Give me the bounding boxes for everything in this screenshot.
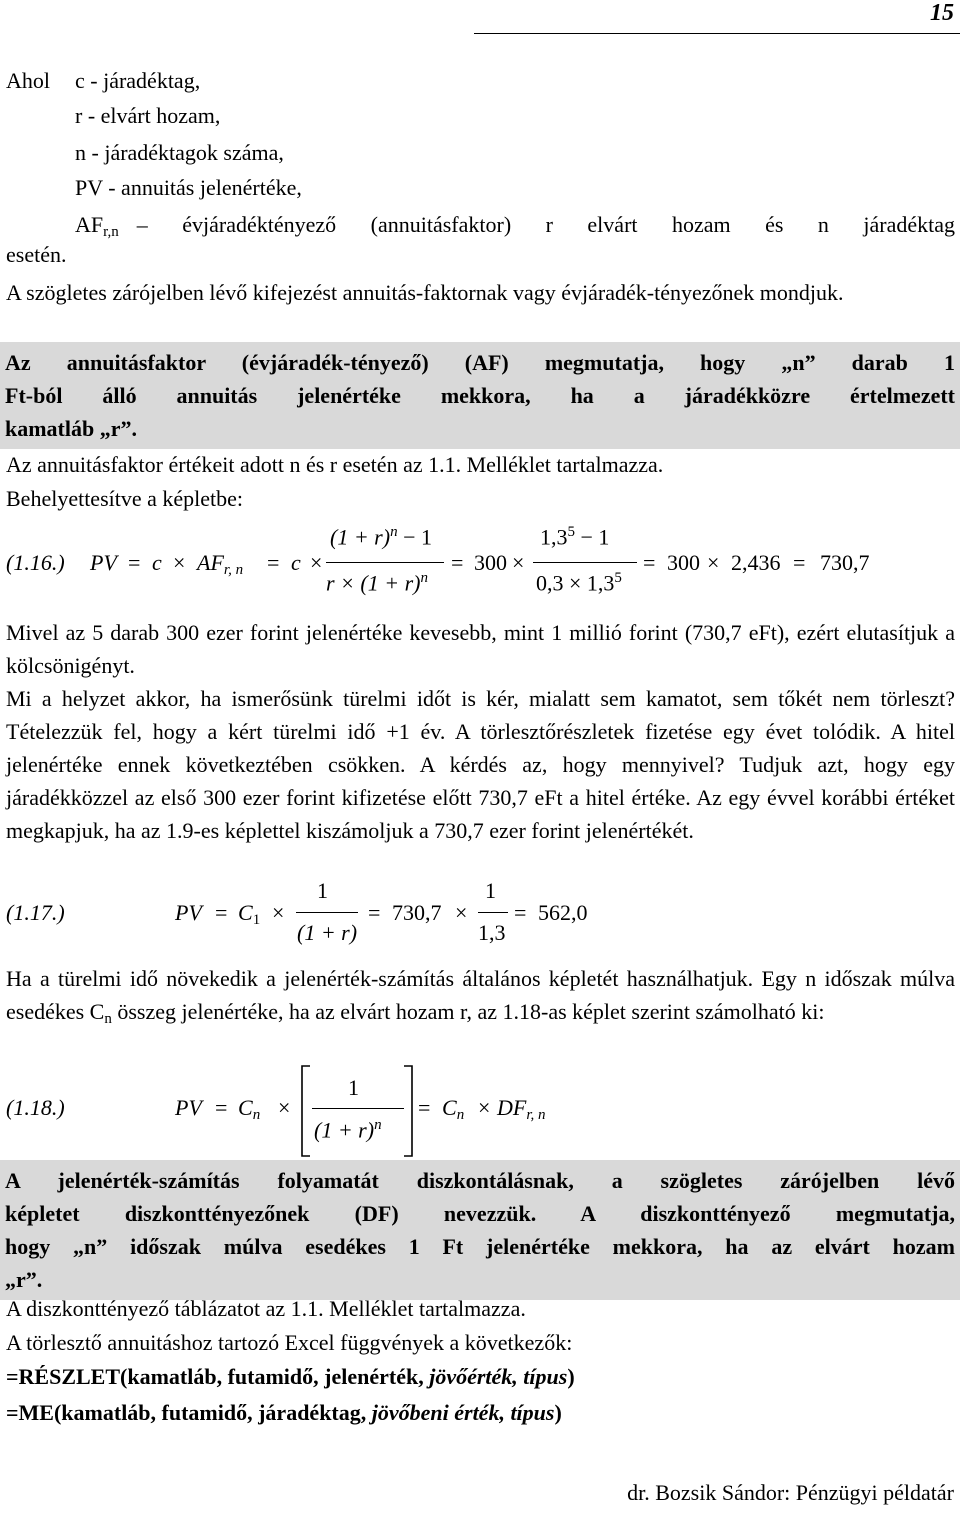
eq118-df: $DF_{r, n}$ xyxy=(497,1095,546,1123)
excel-function-reszlet: =RÉSZLET(kamatláb, futamidő, jelenérték, jövőérték, típus) xyxy=(6,1364,575,1389)
eq117-label: (1.17.) xyxy=(6,900,65,925)
def-af-text: – évjáradéktényező (annuitásfaktor) r elvárt hozam és n járadéktag xyxy=(136,212,955,237)
eq116-c-2: c xyxy=(291,550,301,575)
eq116-num1: $(1 + r)^n - 1$ xyxy=(330,524,432,550)
def-af xyxy=(75,210,955,247)
def-c: c - járadéktag, xyxy=(75,68,201,93)
eq118-times-2: × xyxy=(478,1095,491,1120)
eq116-equals-4: = xyxy=(643,550,656,575)
eq117-fraction-bar-1 xyxy=(296,912,358,913)
eq118-one: 1 xyxy=(348,1075,359,1100)
eq118-times-1: × xyxy=(278,1095,291,1120)
eq116-times-1: × xyxy=(173,550,186,575)
paragraph-rejection: Mivel az 5 darab 300 ezer forint jelenértéke kevesebb, mint 1 millió forint (730,7 eFt), ezért elutasítjuk a kölcsönigényt. xyxy=(6,620,955,678)
eq117-den-a: (1 + r) xyxy=(297,920,358,945)
eq118-cn: $C_n$ xyxy=(238,1095,261,1123)
eq117-result: 562,0 xyxy=(538,900,588,925)
eq117-fraction-bar-2 xyxy=(478,912,508,913)
eq118-equals-2: = xyxy=(418,1095,431,1120)
eq118-pv: PV xyxy=(175,1095,202,1120)
paragraph-af-table: Az annuitásfaktor értékeit adott n és r esetén az 1.1. Melléklet tartalmazza. xyxy=(6,452,664,477)
eq117-one-a: 1 xyxy=(317,878,328,903)
eq116-num2: $1,3^5 - 1$ xyxy=(540,524,610,550)
highlight2-line4: „r”. xyxy=(5,1267,43,1292)
eq116-equals-5: = xyxy=(793,550,806,575)
paragraph-grace-period: Mi a helyzet akkor, ha ismerősünk türelmi időt is kér, mialatt sem kamatot, sem tőkét nem törleszt? Tételezzük fel, hogy a kért türelmi idő +1 év. A törlesztőrészletek fizetése egy évet tolódik. A hitel jelenértéke ennek következtében csökken. A kérdés az, hogy mennyivel? Tudjuk azt, hogy egy járadékközzel az első 300 ezer forint kifizetése előtt 730,7 eFt a hitel értéke. Az egy évvel korábbi értéket megkapjuk, ha az 1.9-es képlettel kiszámoljuk a 730,7 ezer forint jelenértékét. xyxy=(6,686,955,843)
eq118-den: $(1 + r)^n$ xyxy=(314,1117,382,1143)
definitions-intro xyxy=(6,66,50,96)
highlight2-line3: hogy „n” időszak múlva esedékes 1 Ft jelenértéke mekkora, ha az elvárt hozam xyxy=(5,1234,955,1259)
eq116-times-2: × xyxy=(310,550,323,575)
eq117-equals-1: = xyxy=(215,900,228,925)
eq118-equals-1: = xyxy=(215,1095,228,1120)
eq117-equals-2: = xyxy=(368,900,381,925)
def-pv: PV - annuitás jelenértéke, xyxy=(75,175,302,200)
eq116-c: c xyxy=(152,550,162,575)
eq116-result: 730,7 xyxy=(820,550,870,575)
eq116-300a: 300 xyxy=(474,550,507,575)
eq117-times-2: × xyxy=(455,900,468,925)
eq117-c1: $C_1$ xyxy=(238,900,261,928)
eq118-label: (1.18.) xyxy=(6,1095,65,1120)
paragraph-general-pv: Ha a türelmi idő növekedik a jelenérték-számítás általános képletét használhatjuk. Egy n időszak múlva esedékes $C_n$ összeg jelenértéke, ha az elvárt hozam r, az 1.18-as képlet szerint számolható ki: xyxy=(6,966,955,1027)
eq117-equals-3: = xyxy=(514,900,527,925)
paragraph-annuity-factor-name: A szögletes zárójelben lévő kifejezést annuitás-faktornak vagy évjáradék-tényezőnek mondjuk. xyxy=(6,280,844,305)
eq116-times-4: × xyxy=(707,550,720,575)
eq116-af: $AF_{r, n}$ xyxy=(197,550,244,578)
eq116-factor: 2,436 xyxy=(731,550,781,575)
eq117-val: 730,7 xyxy=(392,900,442,925)
eq116-den2: $0,3 \times 1,3^5$ xyxy=(536,570,622,596)
eq118-fraction-bar xyxy=(312,1108,404,1109)
highlight2-line1: A jelenérték-számítás folyamatát diszkontálásnak, a szögletes zárójelben lévő xyxy=(5,1168,955,1193)
highlight-definition-df xyxy=(0,1160,960,1300)
eq117-times-1: × xyxy=(272,900,285,925)
def-r: r - elvárt hozam, xyxy=(75,103,221,128)
page-number: 15 xyxy=(930,0,954,26)
def-af-symbol: $AF_{r,n}$ xyxy=(75,212,119,240)
eq116-den1: $r \times (1 + r)^n$ xyxy=(326,570,428,596)
eq116-equals-3: = xyxy=(451,550,464,575)
ahol-label: Ahol xyxy=(6,68,50,93)
excel-function-me: =ME(kamatláb, futamidő, járadéktag, jövőbeni érték, típus) xyxy=(6,1400,562,1425)
eq116-pv: PV xyxy=(90,550,117,575)
eq118-cn2: $C_n$ xyxy=(442,1095,465,1123)
footer-author: dr. Bozsik Sándor: Pénzügyi példatár xyxy=(627,1480,954,1505)
eq116-300b: 300 xyxy=(667,550,700,575)
header-rule xyxy=(474,33,960,34)
paragraph-df-table: A diszkonttényező táblázatot az 1.1. Melléklet tartalmazza. xyxy=(6,1296,526,1321)
paragraph-substitution: Behelyettesítve a képletbe: xyxy=(6,486,244,511)
highlight2-line2: képletet diszkonttényezőnek (DF) nevezzük. A diszkonttényező megmutatja, xyxy=(5,1201,955,1226)
eq117-pv: PV xyxy=(175,900,202,925)
eq116-fraction-bar-2 xyxy=(533,562,637,563)
eq117-one-b: 1 xyxy=(485,878,496,903)
def-n: n - járadéktagok száma, xyxy=(75,140,284,165)
eq117-den-b: 1,3 xyxy=(478,920,506,945)
highlight1-line1: Az annuitásfaktor (évjáradék-tényező) (AF) megmutatja, hogy „n” darab 1 xyxy=(5,350,955,375)
highlight1-line3: kamatláb „r”. xyxy=(5,416,137,441)
eq116-times-3: × xyxy=(512,550,525,575)
eq116-equals-1: = xyxy=(128,550,141,575)
highlight1-line2: Ft-ból álló annuitás jelenértéke mekkora, ha a járadékközre értelmezett xyxy=(5,383,955,408)
eq116-label: (1.16.) xyxy=(6,550,65,575)
eq116-fraction-bar-1 xyxy=(326,562,444,563)
eq116-equals-2: = xyxy=(267,550,280,575)
def-af-continuation: esetén. xyxy=(6,242,67,267)
paragraph-excel-intro: A törlesztő annuitáshoz tartozó Excel függvények a következők: xyxy=(6,1330,573,1355)
highlight-definition-af xyxy=(0,342,960,449)
